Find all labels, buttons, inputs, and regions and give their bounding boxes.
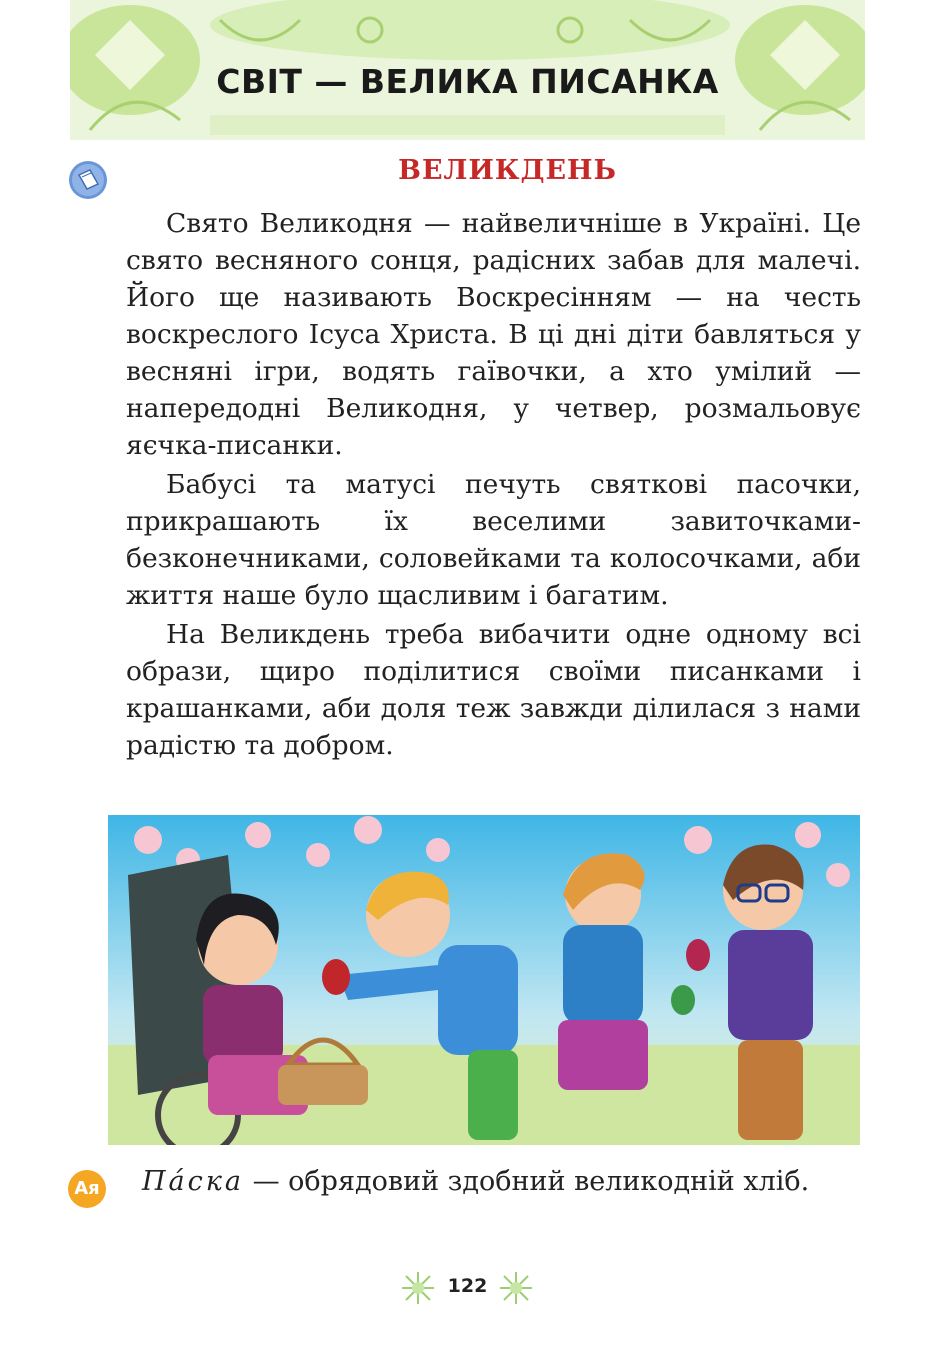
glossary-entry <box>142 1166 809 1197</box>
page-ornament-right-icon <box>498 1270 534 1306</box>
vocabulary-icon: Ая <box>68 1170 106 1208</box>
paragraph: Бабусі та матусі печуть святкові пасочки, прикрашають їх веселими завиточками-безконечниками, соловейками та колосочками, аби життя наше було щасливим і багатим. <box>126 469 861 611</box>
glossary-definition: — обрядовий здобний великодній хліб. <box>244 1166 810 1197</box>
easter-children-illustration <box>108 815 860 1145</box>
paragraph: На Великдень треба вибачити одне одному всі образи, щиро поділитися своїми писанками і крашанками, аби доля теж завжди ділилася з нами радістю та добром. <box>126 619 861 761</box>
article-title: ВЕЛИКДЕНЬ <box>398 155 617 186</box>
glossary-term: Па́ска <box>142 1166 244 1197</box>
paragraph: Свято Великодня — найвеличніше в Україні. Це свято весняного сонця, радісних забав для малечі. Його ще називають Воскресінням — на честь воскреслого Ісуса Христа. В ці дні діти бавляться у весняні ігри, водять гаївочки, а хто умілий — напередодні Великодня, у четвер, розмальовує яєчка-писанки. <box>126 208 861 461</box>
section-title: СВІТ — ВЕЛИКА ПИСАНКА <box>216 62 719 101</box>
header-banner <box>70 0 865 140</box>
page-number: 122 <box>447 1275 488 1297</box>
article-body <box>126 205 861 766</box>
